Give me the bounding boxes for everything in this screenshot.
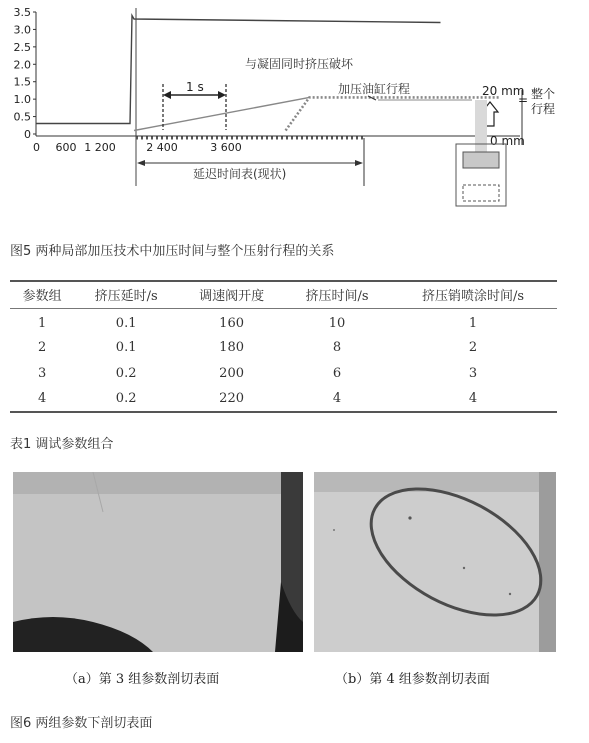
delay-table-label: 延迟时间表(现状) xyxy=(193,167,287,181)
table-1-caption: 表1 调试参数组合 xyxy=(10,437,114,452)
y-tick-label: 0 xyxy=(24,128,31,141)
stroke-top-label: 20 mm xyxy=(482,84,525,98)
table-cell: 4 xyxy=(468,391,478,406)
table-cell: 2 xyxy=(468,339,478,355)
table-row xyxy=(10,360,557,386)
table-cell: 1 xyxy=(37,315,47,331)
piston-head xyxy=(463,152,499,168)
parameter-table xyxy=(10,280,557,413)
pressure-stroke-chart xyxy=(0,0,589,212)
y-tick-label: 2.5 xyxy=(13,40,31,54)
cylinder-stroke-curve-a xyxy=(134,97,309,130)
photo-b-caption: （b）第 4 组参数剖切表面 xyxy=(335,672,490,687)
section-surface-photo-a xyxy=(13,472,303,652)
section-surface-photo-b xyxy=(314,472,556,652)
cylinder-base xyxy=(463,185,499,201)
table-cell: 10 xyxy=(328,315,346,331)
table-cell: 6 xyxy=(332,365,342,381)
y-tick-label: 2.0 xyxy=(13,58,31,72)
one-second-label: 1 s xyxy=(186,80,204,94)
table-row xyxy=(10,334,557,360)
cylinder-stroke-curve-b xyxy=(286,97,501,130)
cylinder-stroke-label: 加压油缸行程 xyxy=(338,82,411,96)
one-second-arrowhead-right xyxy=(218,91,226,99)
table-row xyxy=(10,308,557,334)
delay-arrowhead-right xyxy=(355,160,363,166)
header-squeeze-delay: 挤压延时/s xyxy=(94,289,158,305)
table-cell: 220 xyxy=(219,391,244,406)
y-tick-label: 3.0 xyxy=(13,23,31,37)
squeeze-break-label: 与凝固同时挤压破坏 xyxy=(245,57,354,71)
figure-5-caption: 图5 两种局部加压技术中加压时间与整个压射行程的关系 xyxy=(10,244,335,259)
photo-a-caption: （a）第 3 组参数剖切表面 xyxy=(65,672,220,687)
photo-b-drawing xyxy=(314,472,556,652)
header-spray-time: 挤压销喷涂时间/s xyxy=(421,289,524,305)
y-tick-label: 3.5 xyxy=(13,6,31,19)
header-squeeze-time: 挤压时间/s xyxy=(305,289,369,305)
table-cell: 1 xyxy=(468,315,478,331)
table-cell: 0.2 xyxy=(115,391,137,406)
x-tick-label: 3 600 xyxy=(210,141,242,154)
y-tick-label: 0.5 xyxy=(13,110,31,124)
pressure-curve xyxy=(36,16,441,124)
photo-a-drawing xyxy=(13,472,303,652)
delay-arrowhead-left xyxy=(137,160,145,166)
table-cell: 4 xyxy=(37,391,47,406)
x-tick-label: 0 xyxy=(33,141,40,154)
table-cell: 160 xyxy=(219,315,244,331)
y-tick-label: 1.5 xyxy=(13,75,31,89)
whole-stroke-label-1: 整个 xyxy=(531,87,556,101)
table-cell: 2 xyxy=(37,339,47,355)
table-cell: 3 xyxy=(468,365,478,381)
table-cell: 4 xyxy=(332,391,342,406)
x-tick-label: 1 200 xyxy=(84,141,116,154)
table-cell: 8 xyxy=(332,339,342,355)
figure-6-caption: 图6 两组参数下剖切表面 xyxy=(10,716,153,731)
header-group: 参数组 xyxy=(22,289,62,305)
table-cell: 0.1 xyxy=(115,339,137,355)
table-cell: 200 xyxy=(219,365,244,381)
table-cell: 3 xyxy=(37,365,47,381)
one-second-arrowhead-left xyxy=(163,91,171,99)
whole-stroke-label-2: 行程 xyxy=(531,102,556,116)
x-tick-label: 2 400 xyxy=(146,141,178,154)
stroke-bottom-label: 0 mm xyxy=(490,134,525,148)
table-row xyxy=(10,386,557,412)
equals-sign: = xyxy=(518,93,529,107)
table-cell: 0.1 xyxy=(115,315,137,331)
y-tick-label: 1.0 xyxy=(13,93,31,107)
table-header-row xyxy=(10,281,557,308)
header-valve-opening: 调速阀开度 xyxy=(199,289,265,305)
table-cell: 180 xyxy=(219,339,244,355)
x-tick-label: 600 xyxy=(55,141,77,154)
table-cell: 0.2 xyxy=(115,365,137,381)
figure-5-chart xyxy=(0,0,589,212)
